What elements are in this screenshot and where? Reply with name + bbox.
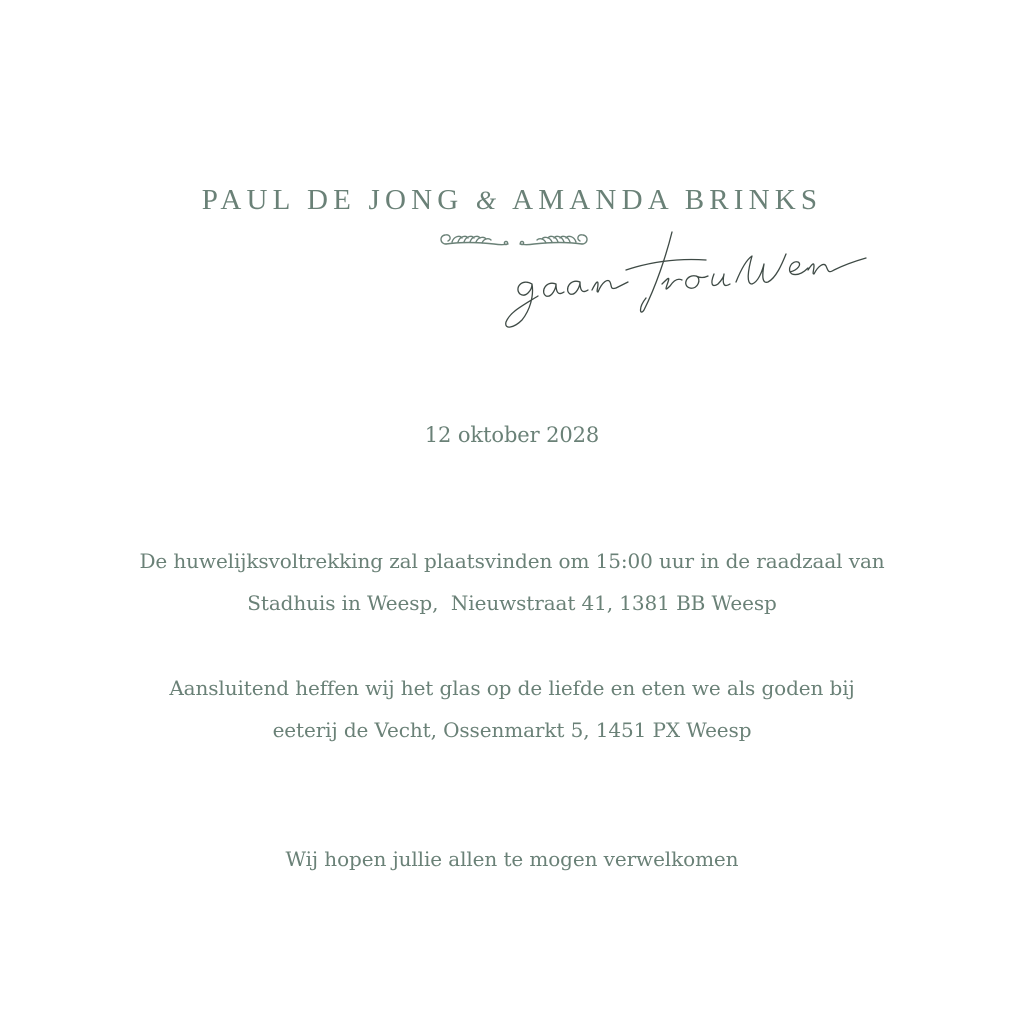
- ceremony-line-1: De huwelijksvoltrekking zal plaatsvinden om 15:00 uur in de raadzaal van: [139, 549, 885, 573]
- partner-one-name: PAUL DE JONG: [201, 184, 464, 216]
- script-heading-gaan-trouwen: [500, 226, 872, 334]
- ampersand: &: [475, 186, 502, 215]
- couple-names: [0, 184, 1024, 217]
- ceremony-line-2: Stadhuis in Weesp, Nieuwstraat 41, 1381 BB Weesp: [247, 591, 777, 615]
- closing-line: Wij hopen jullie allen te mogen verwelkomen: [285, 847, 739, 871]
- reception-line-1: Aansluitend heffen wij het glas op de liefde en eten we als goden bij: [169, 676, 855, 700]
- reception-line-2: eeterij de Vecht, Ossenmarkt 5, 1451 PX Weesp: [272, 718, 752, 742]
- partner-two-name: AMANDA BRINKS: [512, 184, 823, 216]
- wedding-date: 12 oktober 2028: [424, 423, 600, 447]
